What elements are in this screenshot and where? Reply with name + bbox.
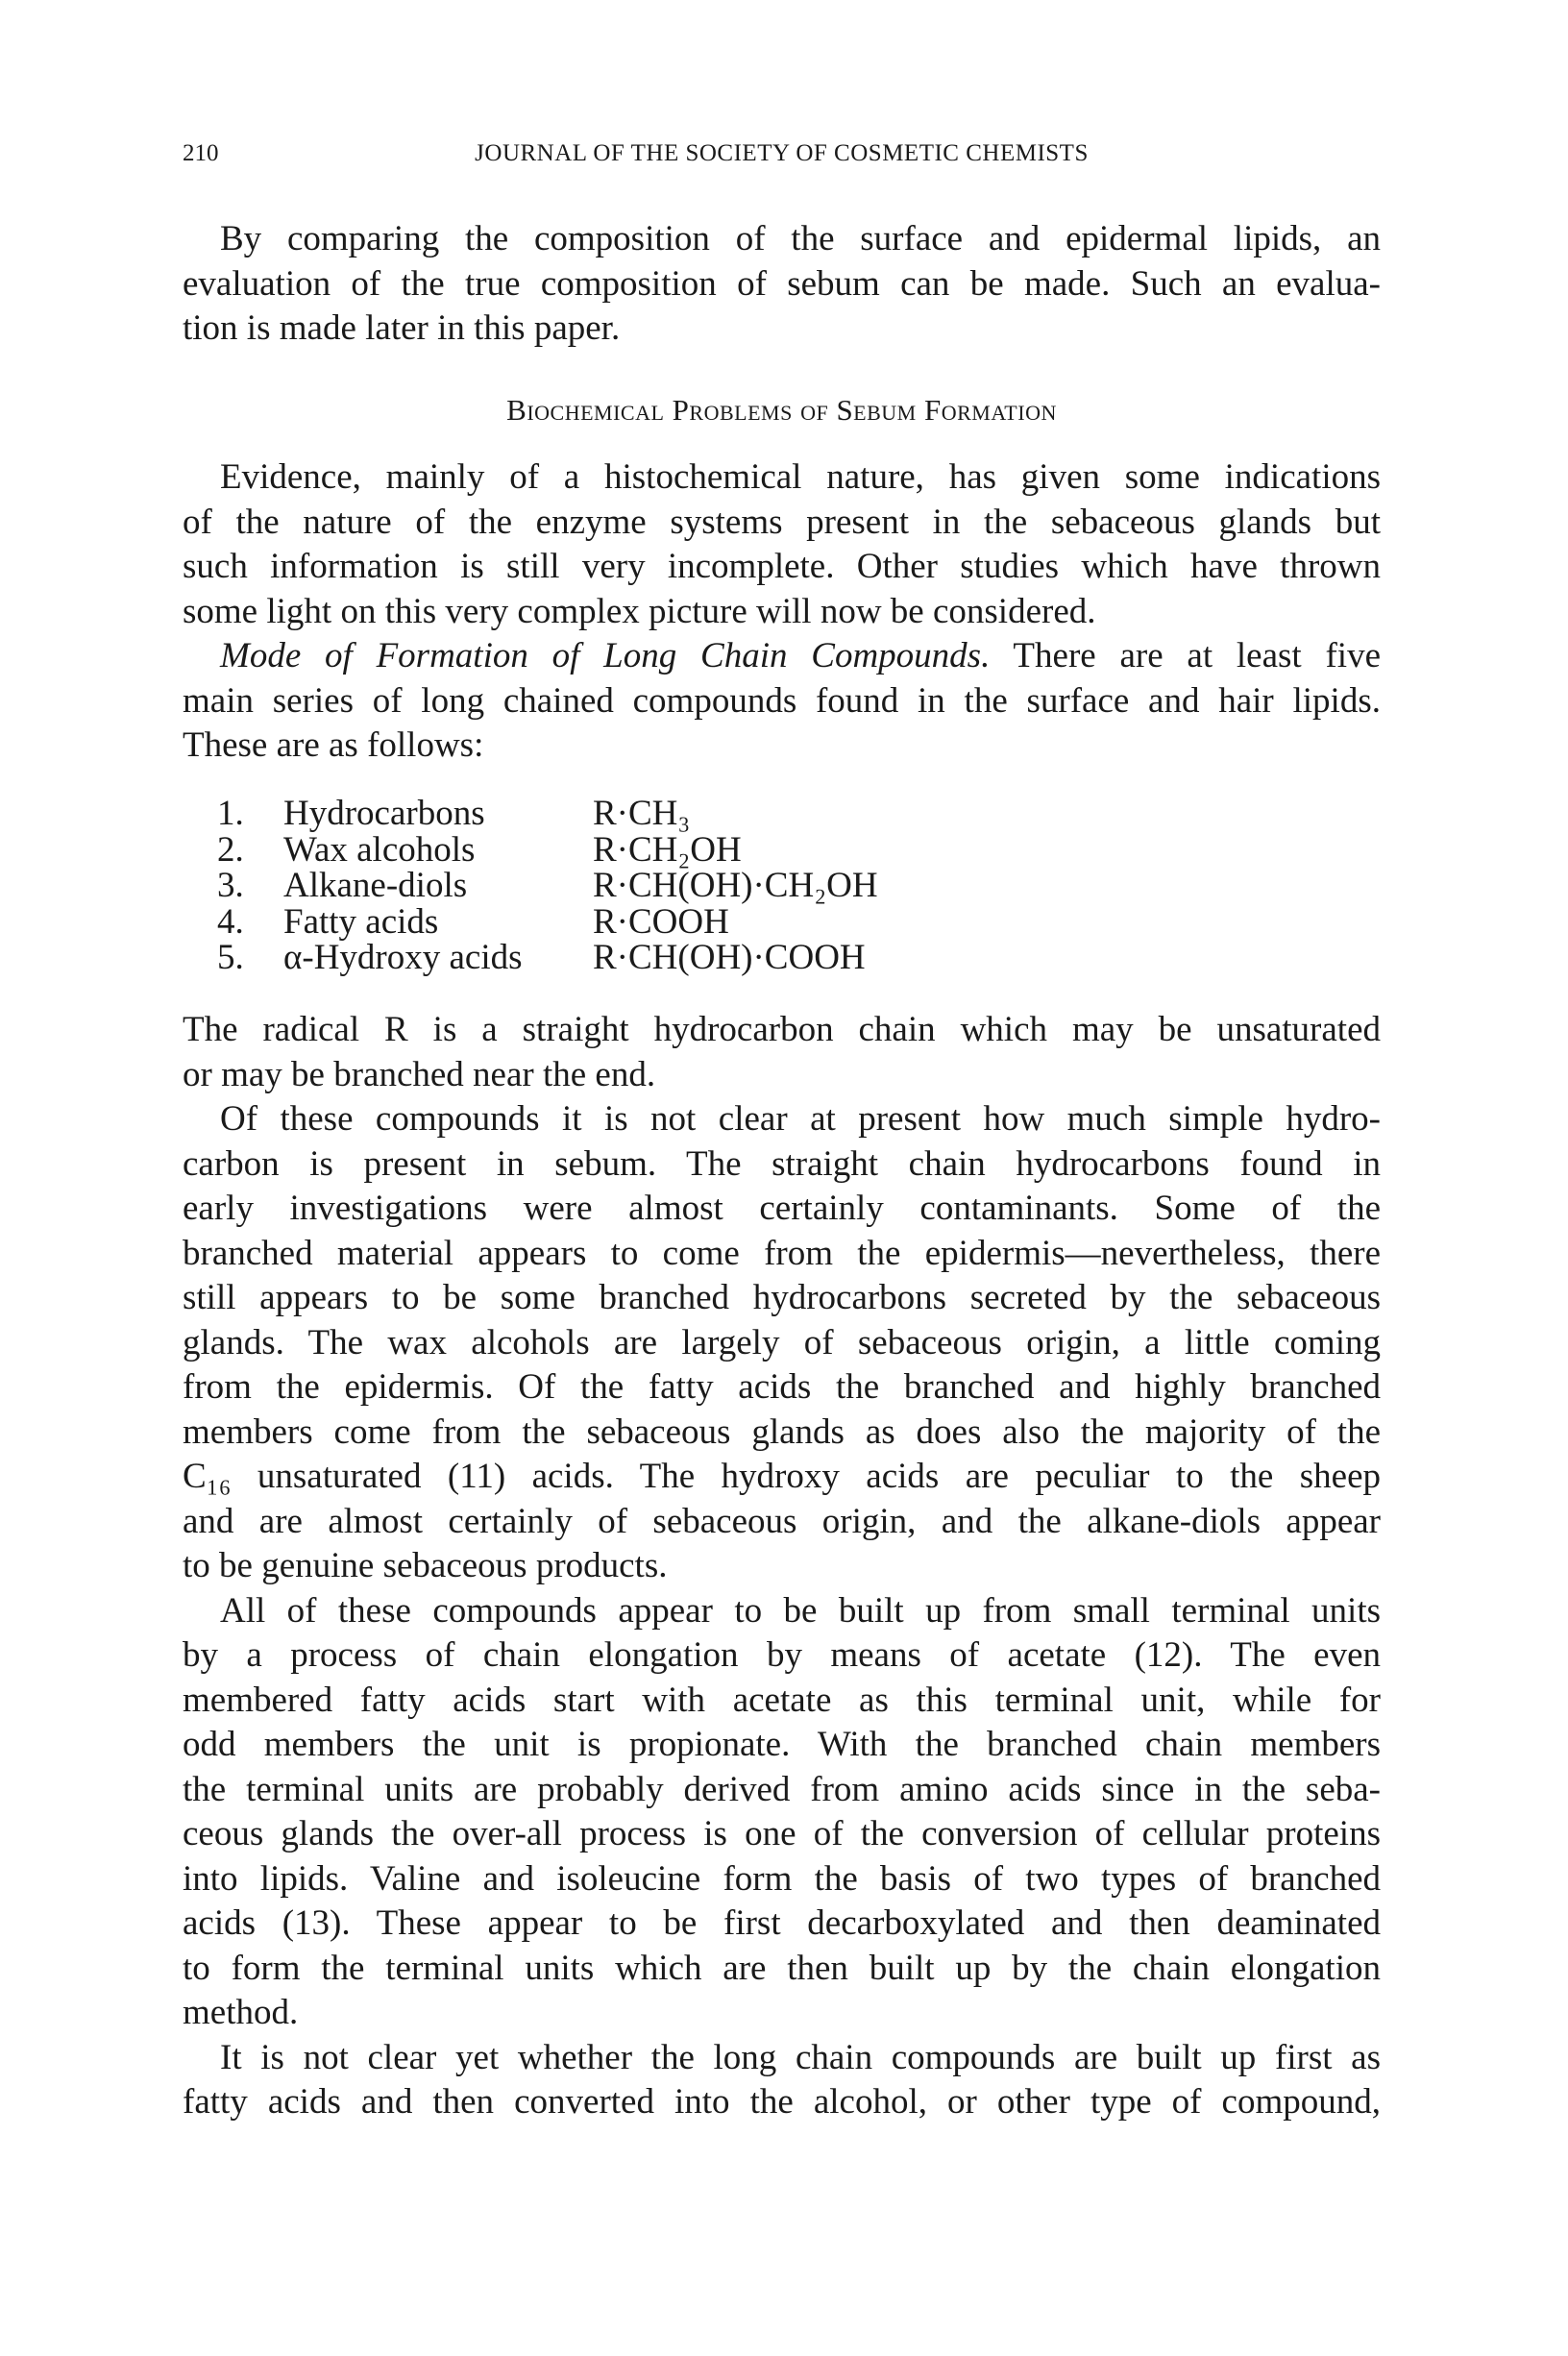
list-number: 1. xyxy=(217,794,244,833)
list-item xyxy=(183,796,1047,832)
text-line: branched material appears to come from the epidermis—nevertheless, there xyxy=(183,1233,1381,1273)
text-line: by a process of chain elongation by means of acetate (12). The even xyxy=(183,1635,1381,1675)
text-line: C₁₆ unsaturated (11) acids. The hydroxy acids are peculiar to the sheep xyxy=(183,1457,1381,1496)
compound-formula: R·CH₂OH xyxy=(593,829,742,870)
paragraph-evidence xyxy=(183,455,1381,769)
text-line: method. xyxy=(183,1993,299,2032)
text-line: ceous glands the over-all process is one of the conversion of cellular proteins xyxy=(183,1814,1381,1853)
text-line: main series of long chained compounds found in the surface and hair lipids. xyxy=(183,680,1381,721)
list-number: 3. xyxy=(217,866,244,905)
text-line: acids (13). These appear to be first decarboxylated and then deaminated xyxy=(183,1903,1381,1943)
text-line: The radical R is a straight hydrocarbon chain which may be unsaturated xyxy=(183,1010,1381,1049)
text-line: of the nature of the enzyme systems present in the sebaceous glands but xyxy=(183,502,1381,542)
text-line: from the epidermis. Of the fatty acids the branched and highly branched xyxy=(183,1367,1381,1407)
text-line: members come from the sebaceous glands as does also the majority of the xyxy=(183,1411,1381,1452)
compound-name: Wax alcohols xyxy=(283,829,476,870)
text-line: or may be branched near the end. xyxy=(183,1054,656,1094)
text-line: fatty acids and then converted into the alcohol, or other type of compound, xyxy=(183,2082,1381,2122)
compound-name: α-Hydroxy acids xyxy=(283,938,523,977)
text-line: early investigations were almost certainly contaminants. Some of the xyxy=(183,1189,1381,1228)
compound-formula: R·CH₃ xyxy=(593,794,691,833)
page-number: 210 xyxy=(183,140,219,166)
text-line: the terminal units are probably derived from amino acids since in the seba- xyxy=(183,1769,1381,1809)
journal-title: JOURNAL OF THE SOCIETY OF COSMETIC CHEMISTS xyxy=(475,140,1089,166)
running-header xyxy=(183,136,1381,171)
text-line: glands. The wax alcohols are largely of sebaceous origin, a little coming xyxy=(183,1322,1381,1362)
text-line: into lipids. Valine and isoleucine form the basis of two types of branched xyxy=(183,1858,1381,1899)
text-line: Of these compounds it is not clear at present how much simple hydro- xyxy=(220,1099,1381,1139)
paragraph xyxy=(183,1589,1381,2036)
text-line: membered fatty acids start with acetate as this terminal unit, while for xyxy=(183,1680,1381,1720)
paragraph xyxy=(183,1097,1381,1589)
text-line: some light on this very complex picture will now be considered. xyxy=(183,591,1096,631)
compound-formula: R·CH(OH)·CH₂OH xyxy=(593,866,878,905)
paragraph xyxy=(183,1008,1381,1097)
paragraph xyxy=(183,2036,1381,2125)
text-line: still appears to be some branched hydrocarbons secreted by the sebaceous xyxy=(183,1278,1381,1317)
text-line: evaluation of the true composition of sebum can be made. Such an evalua- xyxy=(183,263,1381,304)
text-line: to form the terminal units which are then built up by the chain elongation xyxy=(183,1948,1381,1988)
compound-name: Fatty acids xyxy=(283,901,439,942)
text-line: carbon is present in sebum. The straight chain hydrocarbons found in xyxy=(183,1143,1381,1184)
text-line: By comparing the composition of the surface and epidermal lipids, an xyxy=(220,219,1381,258)
compound-formula: R·COOH xyxy=(593,901,729,942)
text-line: It is not clear yet whether the long chain compounds are built up first as xyxy=(220,2037,1381,2077)
list-number: 5. xyxy=(217,938,244,977)
list-number: 4. xyxy=(217,901,244,942)
subsection-title: Mode of Formation of Long Chain Compounds. xyxy=(220,636,991,675)
paragraph-intro xyxy=(183,217,1381,352)
text-line: tion is made later in this paper. xyxy=(183,308,621,348)
body-text xyxy=(183,1008,1381,2125)
compound-name: Alkane-diols xyxy=(283,866,468,905)
text-line: Evidence, mainly of a histochemical nature, has given some indications xyxy=(220,457,1381,497)
text-line: All of these compounds appear to be built up from small terminal units xyxy=(220,1590,1381,1631)
list-number: 2. xyxy=(217,829,244,870)
text-span: There are at least five xyxy=(990,636,1381,675)
list-item xyxy=(183,940,1047,976)
list-item xyxy=(183,829,1047,870)
text-line: odd members the unit is propionate. With the branched chain members xyxy=(183,1725,1381,1764)
compound-name: Hydrocarbons xyxy=(283,794,485,833)
text-line: and are almost certainly of sebaceous origin, and the alkane-diols appear xyxy=(183,1501,1381,1541)
text-line: to be genuine sebaceous products. xyxy=(183,1546,668,1585)
list-item xyxy=(183,868,1047,904)
compound-formula: R·CH(OH)·COOH xyxy=(593,938,866,977)
text-line xyxy=(183,634,1381,679)
list-item xyxy=(183,901,1047,942)
compound-list xyxy=(183,796,1047,976)
text-line: such information is still very incomplete. Other studies which have thrown xyxy=(183,547,1381,586)
section-heading: Biochemical Problems of Sebum Formation xyxy=(506,393,1057,427)
text-line: These are as follows: xyxy=(183,725,484,765)
